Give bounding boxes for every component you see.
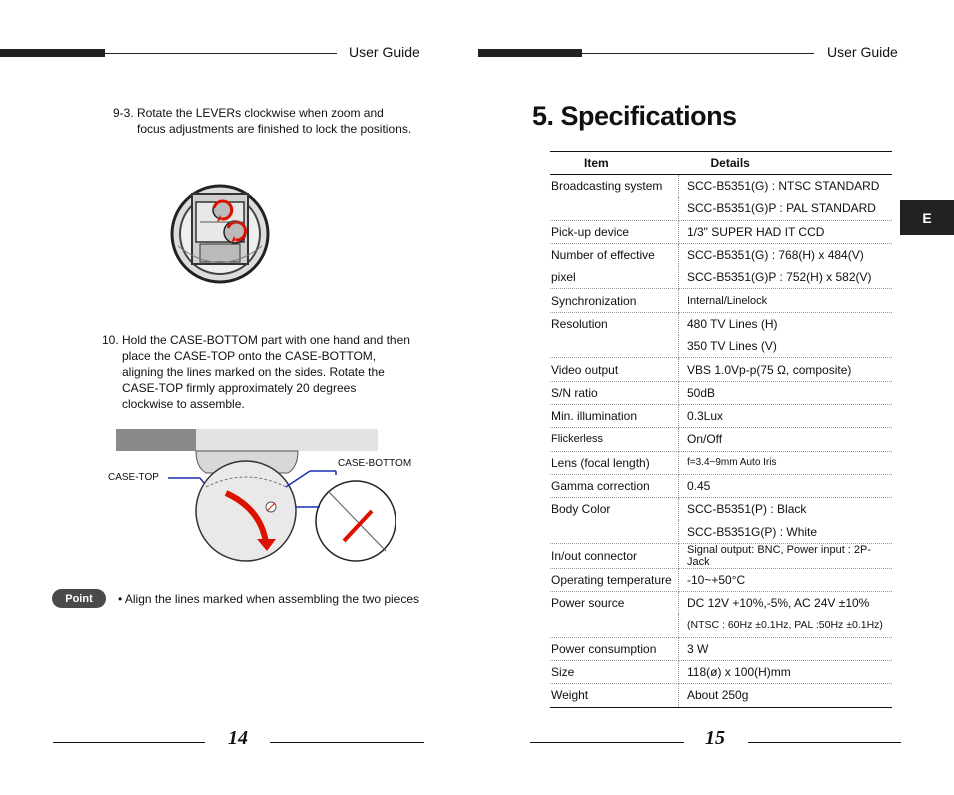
language-tab: E (900, 200, 954, 235)
item-cell: Size (550, 660, 679, 683)
left-page-number: 14 (228, 727, 248, 749)
table-row (550, 614, 892, 637)
details-cell: 350 TV Lines (V) (679, 335, 893, 358)
step-10-line2: place the CASE-TOP onto the CASE-BOTTOM, (122, 349, 377, 363)
details-cell: -10~+50°C (679, 568, 893, 591)
right-footer-rule-left (530, 742, 684, 743)
table-row (550, 358, 892, 381)
details-cell: (NTSC : 60Hz ±0.1Hz, PAL :50Hz ±0.1Hz) (679, 614, 893, 637)
item-cell: Power source (550, 592, 679, 615)
item-cell (550, 197, 679, 220)
item-cell: Broadcasting system (550, 175, 679, 198)
table-row (550, 335, 892, 358)
item-cell: S/N ratio (550, 381, 679, 404)
left-footer-rule-right (270, 742, 424, 743)
details-cell: SCC-B5351(G) : NTSC STANDARD (687, 179, 880, 194)
step-10-line5: clockwise to assemble. (122, 397, 245, 411)
details-cell: 0.3Lux (679, 404, 893, 427)
left-header-title: User Guide (349, 44, 420, 60)
details-cell: Signal output: BNC, Power input : 2P-Jack (679, 543, 893, 568)
table-row (550, 404, 892, 427)
point-text: • Align the lines marked when assembling the two pieces (118, 592, 420, 606)
table-row (550, 451, 892, 474)
item-cell: Video output (550, 358, 679, 381)
step-10-line3: aligning the lines marked on the sides. Rotate the (122, 365, 385, 379)
table-row (550, 592, 892, 615)
col-item-header: Item (550, 152, 679, 175)
right-header-title: User Guide (827, 44, 898, 60)
item-cell: Power consumption (550, 637, 679, 660)
col-details-header: Details (679, 152, 893, 175)
item-cell: Synchronization (550, 289, 679, 312)
right-page-number: 15 (705, 727, 725, 749)
item-cell: Resolution (550, 312, 679, 335)
table-row (550, 197, 892, 220)
table-row (550, 289, 892, 312)
item-cell: Lens (focal length) (550, 451, 679, 474)
details-cell: f=3.4~9mm Auto Iris (679, 451, 893, 474)
table-row (550, 684, 892, 707)
details-cell: DC 12V +10%,-5%, AC 24V ±10% (687, 596, 870, 611)
item-cell: Number of effective (550, 243, 679, 266)
table-row (550, 498, 892, 521)
right-footer-rule-right (748, 742, 901, 743)
spec-table (550, 151, 892, 708)
item-cell: Gamma correction (550, 474, 679, 497)
table-row (550, 175, 892, 198)
right-header-bar (478, 49, 582, 57)
step-10-line4: CASE-TOP firmly approximately 20 degrees (122, 381, 357, 395)
details-cell: 0.45 (679, 474, 893, 497)
item-cell: Body Color (550, 498, 679, 521)
table-row (550, 243, 892, 266)
details-cell: SCC-B5351(P) : Black (687, 502, 807, 517)
item-cell: pixel (550, 266, 679, 289)
table-row (550, 637, 892, 660)
table-row (550, 312, 892, 335)
point-badge: Point (52, 589, 106, 608)
item-cell (550, 614, 679, 637)
details-cell: SCC-B5351G(P) : White (679, 520, 893, 543)
item-cell: Min. illumination (550, 404, 679, 427)
step-9-3-line2: focus adjustments are finished to lock the positions. (137, 122, 412, 136)
item-cell: Weight (550, 684, 679, 707)
details-cell: 118(ø) x 100(H)mm (679, 660, 893, 683)
right-header-rule (582, 53, 814, 54)
table-row (550, 428, 892, 451)
page-title: 5. Specifications (532, 101, 737, 131)
table-row (550, 474, 892, 497)
details-cell: 1/3" SUPER HAD IT CCD (679, 220, 893, 243)
details-cell: SCC-B5351(G) : 768(H) x 484(V) (687, 248, 864, 263)
left-footer-rule-left (53, 742, 205, 743)
case-top-label: CASE-TOP (108, 472, 159, 483)
table-row (550, 381, 892, 404)
table-row (550, 543, 892, 568)
details-cell: Internal/Linelock (679, 289, 893, 312)
item-cell (550, 335, 679, 358)
details-cell: 480 TV Lines (H) (687, 316, 778, 331)
case-assembly-illustration (106, 427, 396, 562)
table-row (550, 568, 892, 591)
item-cell: Operating temperature (550, 568, 679, 591)
item-cell: Flickerless (550, 428, 679, 451)
details-cell: On/Off (679, 428, 893, 451)
item-cell: In/out connector (550, 543, 679, 568)
table-row (550, 266, 892, 289)
item-cell (550, 520, 679, 543)
step-10-line1: 10. Hold the CASE-BOTTOM part with one hand and then (102, 333, 410, 347)
table-row (550, 520, 892, 543)
step-9-3-line1: 9-3. Rotate the LEVERs clockwise when zoom and (113, 106, 384, 120)
details-cell: 50dB (679, 381, 893, 404)
spec-header-row (550, 152, 892, 175)
lever-illustration (170, 164, 270, 304)
details-cell: About 250g (679, 684, 893, 707)
item-cell: Pick-up device (550, 220, 679, 243)
details-cell: SCC-B5351(G)P : PAL STANDARD (679, 197, 893, 220)
left-header-bar (0, 49, 105, 57)
details-cell: 3 W (679, 637, 893, 660)
left-header-rule (105, 53, 337, 54)
table-row (550, 660, 892, 683)
table-row (550, 220, 892, 243)
case-bottom-label: CASE-BOTTOM (338, 458, 412, 469)
details-cell: VBS 1.0Vp-p(75 Ω, composite) (679, 358, 893, 381)
details-cell: SCC-B5351(G)P : 752(H) x 582(V) (679, 266, 893, 289)
